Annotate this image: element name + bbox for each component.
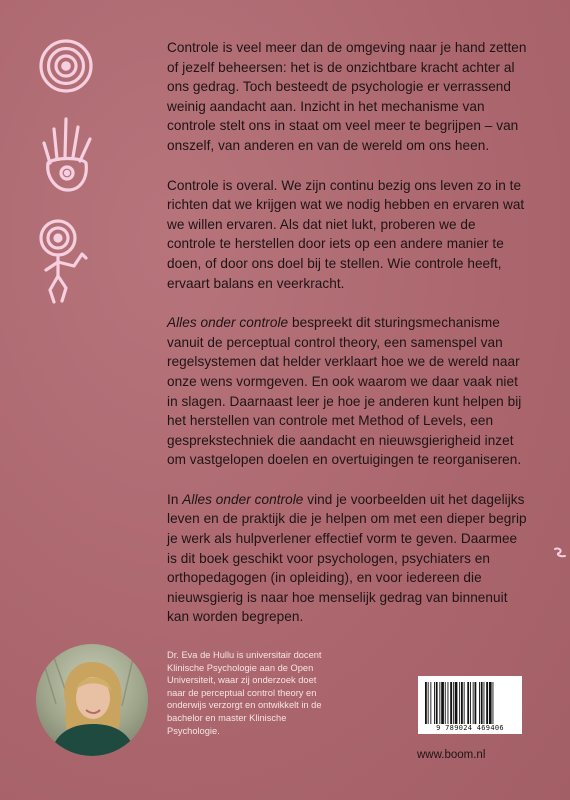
barcode-bar [489, 682, 492, 724]
blurb-text: bespreekt dit sturingsmechanisme vanuit de perceptual control theory, een samenspel van regelsystemen dat helder verklaart hoe we de wereld naar onze wens vormgeven. En ook waarom we daar vaak niet in slagen. Daarnaast leer je hoe je anderen kunt helpen bij het herstellen van controle met Method of Levels, een gesprekstechniek die aandacht en nieuwsgierigheid inzet om vastgelopen doelen en overtuigingen te reorganiseren. [167, 315, 522, 468]
barcode-bar [481, 682, 483, 724]
barcode-bar [493, 682, 494, 724]
barcode-bar [428, 682, 429, 724]
blurb-paragraph-2: Controle is overal. We zijn continu bezig ons leven zo in te richten dat we krijgen wat we nodig hebben en ervaren wat we willen ervaren. Als dat niet lukt, proberen we de controle te herstellen door iets op een andere manier te doen, of door ons doel bij te stellen. Wie controle heeft, ervaart balans en veerkracht. [167, 177, 525, 291]
blurb-paragraph-3 [167, 313, 527, 470]
barcode-bar [425, 682, 427, 724]
blurb-text: vind je voorbeelden uit het dagelijks leven en de praktijk die je helpen om met een dieper begrip je werk als hulpverlener effectief vorm te geven. Daarmee is dit boek geschikt voor psychologen, psychiaters en orthopedagogen (in opleiding), en voor iedereen die nieuwsgierig is naar hoe menselijk gedrag van binnenuit kan worden begrepen. [167, 491, 527, 625]
barcode-bar [450, 682, 452, 724]
isbn-digits: 9 789024 469406 [436, 724, 504, 732]
hand-icon [40, 115, 96, 193]
barcode-bar [473, 682, 474, 724]
barcode-bars [424, 682, 516, 724]
barcode-bar [434, 682, 435, 724]
author-photo [36, 644, 148, 756]
barcode-bar [479, 682, 480, 724]
author-bio: Dr. Eva de Hullu is universitair docent Klinische Psychologie aan de Open Universiteit, waar zij onderzoek doet naar de perceptual control theory en onderwijs verzorgt en ontwikkelt in de bachelor en master Klinische Psychologie. [167, 650, 322, 736]
book-title: Alles onder controle [182, 491, 304, 507]
spiral-icon [38, 38, 94, 94]
barcode-bar [430, 682, 431, 724]
barcode-bar [436, 682, 438, 724]
barcode-bar [467, 682, 469, 724]
barcode-bar [455, 682, 458, 724]
blurb-paragraph-4 [167, 490, 527, 627]
barcode-bar [441, 682, 444, 724]
book-title: Alles onder controle [167, 315, 289, 331]
barcode-bar [484, 682, 485, 724]
swirl-icon [553, 545, 567, 564]
barcode-bar [461, 682, 463, 724]
blurb-paragraph-1: Controle is veel meer dan de omgeving naar je hand zetten of jezelf beheersen: het is de onzichtbare kracht achter al ons gedrag. Toch besteedt de psychologie er verrassend weinig aandacht aan. Inzicht in het mechanisme van controle stelt ons in staat om veel meer te begrijpen – van onszelf, van anderen en van de wereld om ons heen. [167, 40, 527, 153]
barcode-bar [459, 682, 460, 724]
barcode-bar [486, 682, 488, 724]
barcode-bar [464, 682, 465, 724]
barcode-bar [439, 682, 440, 724]
barcode-bar [453, 682, 454, 724]
barcode-bar [475, 682, 477, 724]
isbn-barcode [418, 676, 522, 734]
barcode-bar [470, 682, 471, 724]
barcode-bar [448, 682, 449, 724]
blurb [167, 38, 527, 647]
blurb-text: In [167, 491, 183, 507]
barcode-bar [445, 682, 446, 724]
figure-icon [36, 218, 100, 304]
publisher-url[interactable]: www.boom.nl [417, 749, 486, 761]
